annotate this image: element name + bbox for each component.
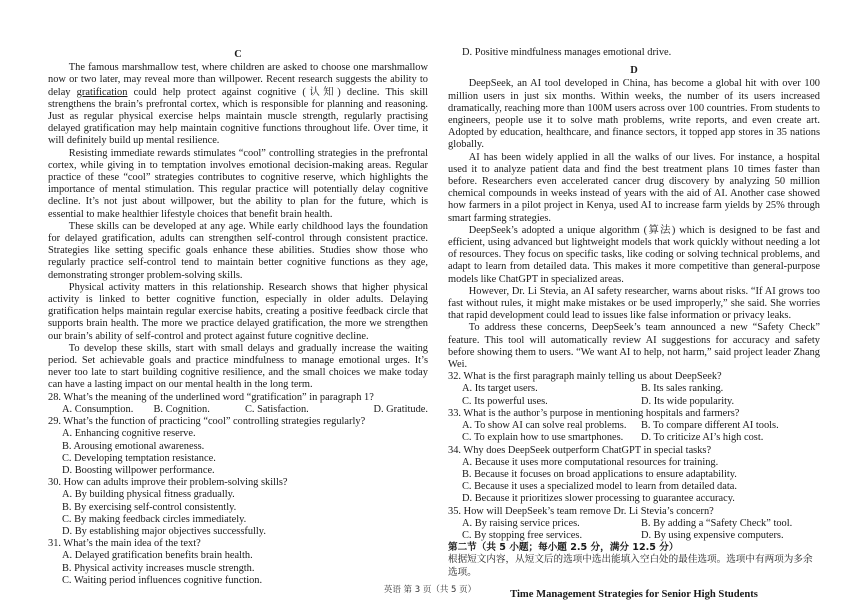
question-32-options-row-1 <box>448 383 820 395</box>
passage-d-paragraph-1: DeepSeek, an AI tool developed in China, has become a global hit with over 100 million users in just six months. Within weeks, the number of its users increased dramatically, reaching more than 100M users across over 100 countries. From students to engineers, people use it to solve math problems, write reports, and even create art. Adopted by education, healthcare, and finance sectors, it topped app stores in 35 nations globally. <box>448 78 820 151</box>
option-34c: C. Because it uses a specialized model to learn from detailed data. <box>462 481 737 493</box>
option-32a: A. Its target users. <box>462 383 538 395</box>
option-29b: B. Arousing emotional awareness. <box>62 440 205 452</box>
question-33-options-row-2 <box>448 432 820 444</box>
passage-d-label: D <box>630 65 638 77</box>
option-32c: C. Its powerful uses. <box>462 395 548 407</box>
option-35d: D. By using expensive computers. <box>641 529 784 541</box>
underlined-word: gratification <box>76 86 128 98</box>
option-32d: D. Its wide popularity. <box>641 395 735 407</box>
passage-c-paragraph-2: Resisting immediate rewards stimulates “cool” controlling strategies in the prefrontal cortex, while giving in to temptation involves emotional decision-making areas. Regular practice of these “cool” strategies contributes to cognitive reserve, which highlights the importance of mental stimulation. This regular practice will potentially delay cognitive decline. It’s not just about willpower, but the ability to plan for the future, which is essential to make healthier lifestyle choices that benefit brain health. <box>48 147 428 220</box>
passage-d-paragraph-2: AI has been widely applied in all the walks of our lives. For instance, a hospital used it to analyze patient data and find the best treatment plans 10 times faster than before. Researchers even accelerated cancer drug discovery by analyzing 50 million chemical compounds in weeks instead of years with the aid of AI. Another case showed how farmers in a pilot project in Kenya, used AI to increase farm yields by 25% through smart farming strategies. <box>448 151 820 224</box>
passage-d-paragraph-5: To address these concerns, DeepSeek’s team announced a new “Safety Check” feature. This tool will automatically review AI suggestions for accuracy and safety before showing them to users. “We want AI to help, not harm,” said project leader Zhang Wei. <box>448 322 820 371</box>
right-column <box>448 47 820 601</box>
option-35a: A. By raising service prices. <box>462 517 580 529</box>
passage-title-time-management: Time Management Strategies for Senior High Students <box>510 588 758 600</box>
option-33d: D. To criticize AI’s high cost. <box>641 432 764 444</box>
passage-d-paragraph-4: However, Dr. Li Stevia, an AI safety researcher, warns about risks. “If AI grows too fast without rules, it might make mistakes or be used improperly,” she said. She worries that rapid development could lead to issues like false information or privacy leaks. <box>448 285 820 322</box>
option-34a: A. Because it uses more computational resources for training. <box>462 456 719 468</box>
question-28: 28. What’s the meaning of the underlined word “gratification” in paragraph 1? <box>48 391 374 403</box>
option-33c: C. To explain how to use smartphones. <box>462 432 624 444</box>
option-32b: B. Its sales ranking. <box>641 383 724 395</box>
question-33-options-row-1 <box>448 420 820 432</box>
option-34d: D. Because it prioritizes slower processing to guarantee accuracy. <box>462 493 735 505</box>
passage-c-paragraph-5: To develop these skills, start with small delays and gradually increase the waiting period. Set achievable goals and practice mindfulness to manage emotional urges. It’s never too late to start building cognitive resilience, and the small choices we make today can have a lasting impact on our mental health in the long term. <box>48 342 428 391</box>
question-29: 29. What’s the function of practicing “cool” controlling strategies regularly? <box>48 416 366 428</box>
passage-c-paragraph-3: These skills can be developed at any age. While early childhood lays the foundation for delayed gratification, adults can strengthen self-control through consistent practice. Strategies like setting specific goals enhance these abilities. Studies show those who regularly practice self-control tend to maintain better cognitive functions as they age, demonstrating stronger problem-solving skills. <box>48 220 428 281</box>
page-footer: 英语 第 3 页（共 5 页） <box>383 585 477 595</box>
question-35-options-row-2 <box>448 530 820 542</box>
option-31a: A. Delayed gratification benefits brain health. <box>62 550 253 562</box>
option-34b: B. Because it focuses on broad applications to ensure adaptability. <box>462 468 737 480</box>
option-31b: B. Physical activity increases muscle strength. <box>62 562 255 574</box>
passage-c-paragraph-4: Physical activity matters in this relationship. Research shows that higher physical activity is linked to better cognitive function, especially in older adults. Delaying gratification helps maintain regular exercise habits, creating a positive feedback circle that supports brain health. The more we practice delayed gratification, the more we strengthen our brain’s ability of self-control and protect against future cognitive decline. <box>48 281 428 342</box>
question-28-options <box>48 404 428 416</box>
question-31: 31. What’s the main idea of the text? <box>48 538 201 550</box>
option-33b: B. To compare different AI tools. <box>641 420 779 432</box>
option-30b: B. By exercising self-control consistently. <box>62 501 237 513</box>
passage-c-paragraph-1 <box>48 62 428 147</box>
passage-c-p1-text-a: The famous marshmallow test, where children are asked to choose one marshmallow now or two later, may reveal more than willpower. Recent research suggests the ability to delay <box>48 62 428 98</box>
left-column <box>48 47 428 587</box>
option-31d: D. Positive mindfulness manages emotional drive. <box>462 47 672 58</box>
question-30: 30. How can adults improve their problem-solving skills? <box>48 477 288 489</box>
question-32: 32. What is the first paragraph mainly telling us about DeepSeek? <box>448 371 722 383</box>
passage-d-paragraph-3: DeepSeek’s adopted a unique algorithm (算法) which is designed to be fast and efficient, using advanced but lightweight models that work quickly without needing a lot of resources. They focus on specific tasks, like coding or solving technical problems, and adapt to learn from detailed data. This makes it more competitive than general-purpose models like ChatGPT in specialized areas. <box>448 224 820 285</box>
option-35b: B. By adding a “Safety Check” tool. <box>641 517 793 529</box>
question-34: 34. Why does DeepSeek outperform ChatGPT in special tasks? <box>448 444 712 456</box>
option-29d: D. Boosting willpower performance. <box>62 464 215 476</box>
question-33: 33. What is the author’s purpose in mentioning hospitals and farmers? <box>448 407 740 419</box>
question-32-options-row-2 <box>448 396 820 408</box>
option-31c: C. Waiting period influences cognitive function. <box>62 574 263 586</box>
option-28d: D. Gratitude. <box>373 403 428 415</box>
option-30a: A. By building physical fitness gradually. <box>62 489 235 501</box>
option-28a: A. Consumption. <box>62 403 134 415</box>
passage-c-label: C <box>234 49 242 60</box>
option-29a: A. Enhancing cognitive reserve. <box>62 428 196 440</box>
option-35c: C. By stopping free services. <box>462 529 583 541</box>
option-28c: C. Satisfaction. <box>245 403 309 415</box>
option-33a: A. To show AI can solve real problems. <box>462 420 627 432</box>
section-2-title: 第二节（共 5 小题；每小题 2.5 分，满分 12.5 分） <box>448 542 679 554</box>
section-2-instructions: 根据短文内容，从短文后的选项中选出能填入空白处的最佳选项。选项中有两项为多余选项。 <box>448 554 813 578</box>
option-28b: B. Cognition. <box>153 403 210 415</box>
option-29c: C. Developing temptation resistance. <box>62 452 216 464</box>
option-30d: D. By establishing major objectives successfully. <box>62 525 266 537</box>
passage-c-p1-text-b: could help protect against cognitive (认知) decline. This skill strengthens the brain’s prefrontal cortex, which is responsible for planning and reasoning. Just as regular physical exercise helps maintain muscle strength, regularly practising delayed gratification may help maintain cognitive functions throughout life. Over time, it will definitely build up mental resilience. <box>48 86 428 147</box>
question-35: 35. How will DeepSeek’s team remove Dr. Li Stevia’s concern? <box>448 505 714 517</box>
question-35-options-row-1 <box>448 518 820 530</box>
option-30c: C. By making feedback circles immediately. <box>62 513 247 525</box>
